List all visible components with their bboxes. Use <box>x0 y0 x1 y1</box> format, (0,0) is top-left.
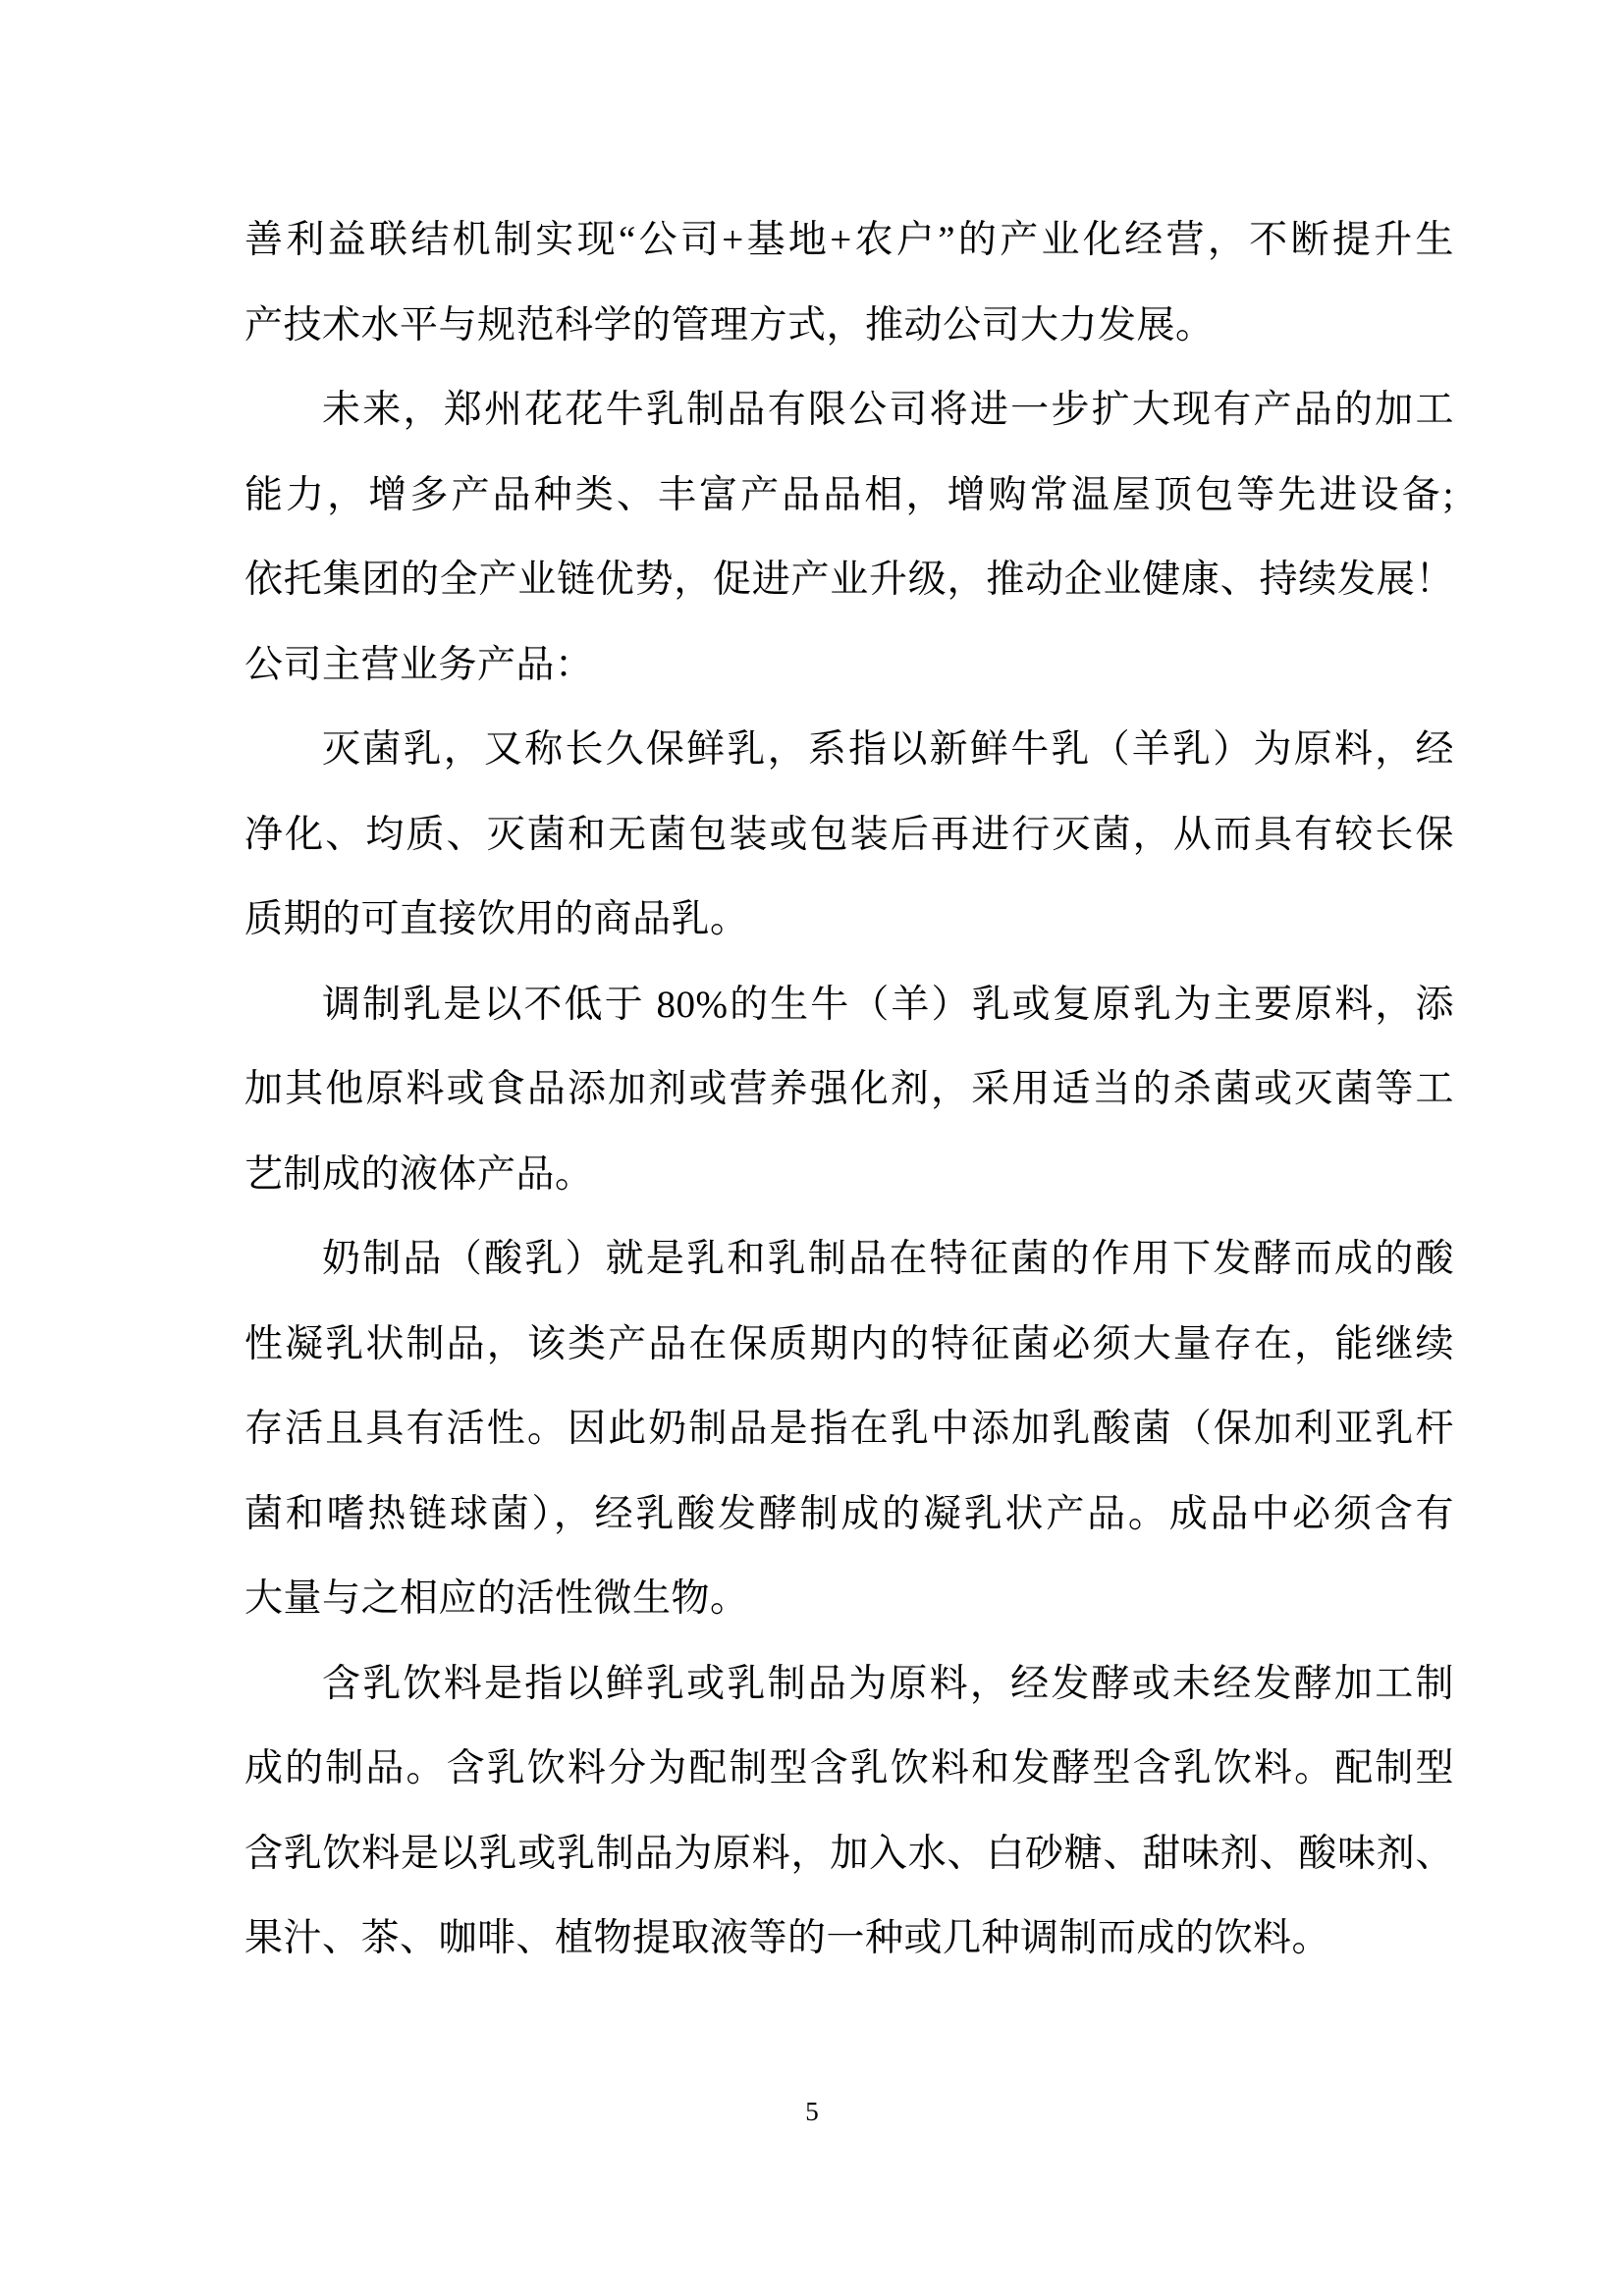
text-line: 存活且具有活性。因此奶制品是指在乳中添加乳酸菌（保加利亚乳杆 <box>244 1408 1454 1450</box>
page-footer <box>0 2092 1624 2131</box>
text-line: 含乳饮料是指以鲜乳或乳制品为原料，经发酵或未经发酵加工制 <box>322 1662 1454 1705</box>
text-line: 未来，郑州花花牛乳制品有限公司将进一步扩大现有产品的加工 <box>322 389 1454 431</box>
text-line: 加其他原料或食品添加剂或营养强化剂，采用适当的杀菌或灭菌等工 <box>244 1068 1454 1110</box>
text-line: 灭菌乳，又称长久保鲜乳，系指以新鲜牛乳（羊乳）为原料，经 <box>322 728 1454 771</box>
text-line: 奶制品（酸乳）就是乳和乳制品在特征菌的作用下发酵而成的酸 <box>322 1238 1454 1280</box>
text-line: 产技术水平与规范科学的管理方式，推动公司大力发展。 <box>244 303 1215 347</box>
text-line: 善利益联结机制实现“公司+基地+农户”的产业化经营，不断提升生 <box>244 219 1454 261</box>
text-line: 含乳饮料是以乳或乳制品为原料，加入水、白砂糖、甜味剂、酸味剂、 <box>244 1832 1454 1875</box>
text-line: 菌和嗜热链球菌），经乳酸发酵制成的凝乳状产品。成品中必须含有 <box>244 1492 1454 1535</box>
text-line: 能力，增多产品种类、丰富产品品相，增购常温屋顶包等先进设备; <box>244 473 1454 516</box>
text-line: 性凝乳状制品，该类产品在保质期内的特征菌必须大量存在，能继续 <box>244 1322 1454 1365</box>
text-line: 艺制成的液体产品。 <box>244 1152 594 1196</box>
document-body <box>244 198 1454 1982</box>
text-line: 净化、均质、灭菌和无菌包装或包装后再进行灭菌，从而具有较长保 <box>244 813 1454 856</box>
text-line: 公司主营业务产品： <box>244 643 594 686</box>
text-line: 质期的可直接饮用的商品乳。 <box>244 898 749 940</box>
text-line: 果汁、茶、咖啡、植物提取液等的一种或几种调制而成的饮料。 <box>244 1917 1331 1959</box>
text-line: 调制乳是以不低于 80%的生牛（羊）乳或复原乳为主要原料，添 <box>322 983 1454 1026</box>
page-number: 5 <box>805 2097 819 2126</box>
text-line: 成的制品。含乳饮料分为配制型含乳饮料和发酵型含乳饮料。配制型 <box>244 1747 1454 1789</box>
text-line: 大量与之相应的活性微生物。 <box>244 1577 749 1620</box>
text-line: 依托集团的全产业链优势，促进产业升级，推动企业健康、持续发展！ <box>244 559 1454 601</box>
